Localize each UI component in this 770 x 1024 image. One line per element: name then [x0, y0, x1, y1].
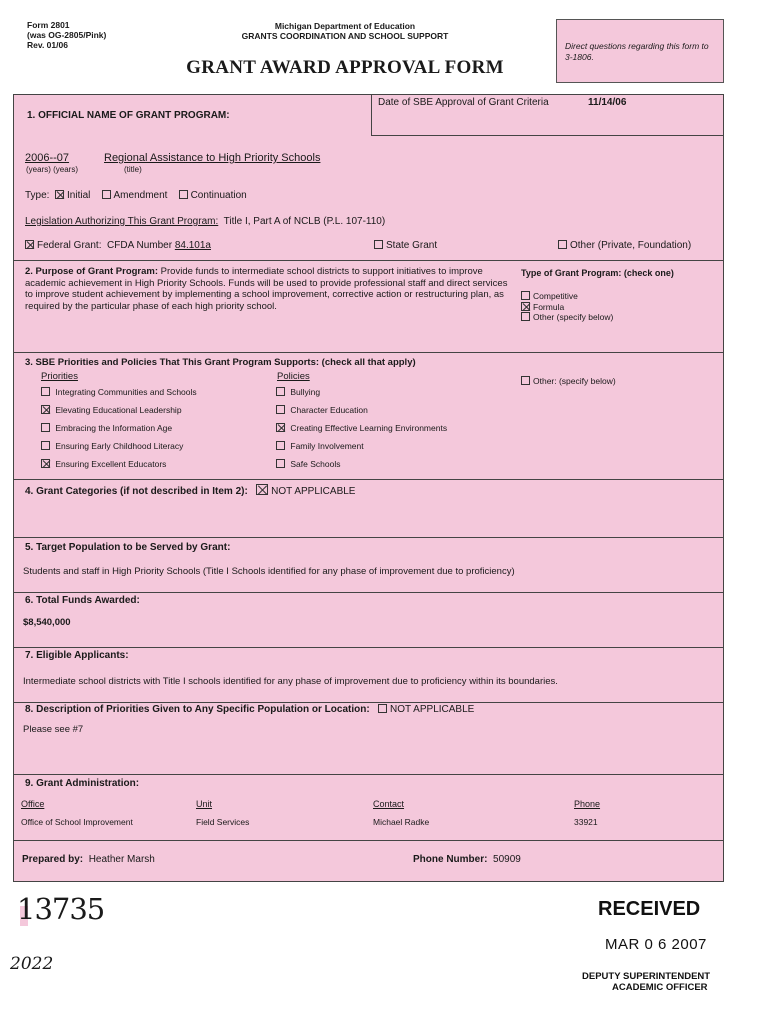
priority-checkbox[interactable] — [41, 423, 50, 432]
section-7-label: 7. Eligible Applicants: — [25, 650, 129, 661]
federal-grant-label: Federal Grant: — [37, 240, 102, 251]
handwritten-number: 13735 — [17, 892, 105, 926]
section-1 — [14, 95, 723, 261]
direct-questions-box — [556, 19, 724, 83]
policy-checkbox[interactable] — [276, 423, 285, 432]
s3-other-checkbox[interactable] — [521, 376, 530, 385]
type-label: Type: — [25, 190, 50, 201]
priority-checkbox[interactable] — [41, 405, 50, 414]
other-grant-option — [558, 240, 691, 251]
other-grant-checkbox[interactable] — [558, 240, 567, 249]
priority-item — [41, 423, 172, 433]
priorities-header: Priorities — [41, 371, 78, 382]
section-9-label: 9. Grant Administration: — [25, 778, 140, 789]
section-5-label: 5. Target Population to be Served by Grant: — [25, 542, 231, 553]
office-header: Office — [21, 799, 45, 809]
type-row — [25, 190, 247, 201]
section-5 — [14, 538, 723, 593]
s8-na-label: NOT APPLICABLE — [390, 704, 475, 715]
type-initial-label: Initial — [67, 190, 91, 201]
priority-label: Elevating Educational Leadership — [55, 405, 182, 415]
unit-value: Field Services — [196, 817, 250, 827]
section-8-row — [25, 704, 474, 715]
competitive-checkbox[interactable] — [521, 291, 530, 300]
section-8-label: 8. Description of Priorities Given to Any Specific Population or Location: — [25, 704, 370, 715]
section-6-label: 6. Total Funds Awarded: — [25, 595, 140, 606]
target-population-value: Students and staff in High Priority Schools (Title I Schools identified for any phase of improvement due to proficiency) — [23, 566, 515, 577]
purpose-rest: initiatives to improve academic achievement in High Priority Schools. Funds will be used to provide professional staff and direct services to improve student achievement by implementing a school improvement, corrective action or restructuring plan, as required by the particular phase of each high priority school. — [25, 266, 508, 312]
grant-categories-value: NOT APPLICABLE — [271, 486, 356, 497]
prepared-by-row — [14, 841, 723, 881]
received-stamp-line1: DEPUTY SUPERINTENDENT — [582, 971, 711, 982]
prepared-by-name: Heather Marsh — [88, 854, 155, 865]
priority-checkbox[interactable] — [41, 387, 50, 396]
office-name: GRANTS COORDINATION AND SCHOOL SUPPORT — [241, 31, 449, 41]
priority-item — [41, 459, 166, 469]
policy-item — [276, 459, 340, 469]
policy-checkbox[interactable] — [276, 405, 285, 414]
type-amendment-label: Amendment — [113, 190, 168, 201]
phone-header: Phone — [574, 799, 601, 809]
formula-label: Formula — [533, 301, 565, 312]
purpose-text — [25, 266, 510, 312]
other-type-label: Other (specify below) — [533, 312, 614, 322]
grant-type-options — [521, 291, 613, 323]
program-title: Regional Assistance to High Priority Schools — [104, 152, 321, 164]
state-grant-label: State Grant — [386, 240, 438, 251]
priority-checkbox[interactable] — [41, 459, 50, 468]
program-years: 2006--07 — [25, 152, 70, 164]
s8-na-checkbox[interactable] — [378, 704, 387, 713]
priority-label: Integrating Communities and Schools — [55, 387, 197, 397]
priority-label: Embracing the Information Age — [55, 423, 173, 433]
federal-grant-row — [25, 240, 211, 251]
prepared-phone — [413, 854, 521, 865]
policy-label: Bullying — [290, 387, 321, 397]
form-rev: Rev. 01/06 — [27, 40, 68, 50]
federal-grant-checkbox[interactable] — [25, 240, 34, 249]
office-value: Office of School Improvement — [21, 817, 133, 827]
state-grant-option — [374, 240, 437, 251]
prepared-by — [22, 854, 155, 865]
policy-checkbox[interactable] — [276, 459, 285, 468]
years-caption: (years) (years) — [26, 165, 79, 174]
competitive-label: Competitive — [533, 291, 578, 301]
section-4-label: 4. Grant Categories (if not described in Item 2): — [25, 486, 248, 497]
section-3 — [14, 353, 723, 480]
type-continuation-label: Continuation — [190, 190, 247, 201]
phone-value: 33921 — [574, 817, 598, 827]
received-stamp-line2: ACADEMIC OFFICER — [612, 982, 708, 993]
sbe-date-box — [371, 95, 724, 136]
cfda-number: 84.101a — [174, 240, 211, 251]
legislation-value: Title I, Part A of NCLB (P.L. 107-110) — [223, 216, 386, 227]
unit-header: Unit — [196, 799, 213, 809]
section-4 — [14, 480, 723, 538]
policy-label: Family Involvement — [290, 441, 364, 451]
form-title: GRANT AWARD APPROVAL FORM — [186, 57, 504, 78]
direct-questions-text: Direct questions regarding this form to 3-1806. — [565, 41, 709, 62]
priority-item — [41, 405, 182, 415]
policy-label: Safe Schools — [290, 459, 341, 469]
priority-checkbox[interactable] — [41, 441, 50, 450]
agency-block — [200, 21, 490, 41]
policy-label: Character Education — [290, 405, 368, 415]
priority-item — [41, 441, 183, 451]
department-name: Michigan Department of Education — [274, 21, 416, 31]
section-2-label: 2. Purpose of Grant Program: — [25, 266, 159, 277]
section-2 — [14, 261, 723, 353]
section-7 — [14, 648, 723, 703]
type-initial-checkbox[interactable] — [55, 190, 64, 199]
state-grant-checkbox[interactable] — [374, 240, 383, 249]
prepared-by-label: Prepared by: — [22, 854, 84, 865]
s3-other-label: Other: (specify below) — [533, 376, 616, 386]
s3-other-option — [521, 376, 616, 386]
section-3-label: 3. SBE Priorities and Policies That This Grant Program Supports: (check all that apply) — [25, 357, 416, 368]
received-stamp-date: MAR 0 6 2007 — [605, 936, 707, 953]
sbe-date-value: 11/14/06 — [588, 97, 627, 108]
sbe-date-label: Date of SBE Approval of Grant Criteria — [378, 97, 549, 108]
policy-item — [276, 441, 364, 451]
priority-label: Ensuring Early Childhood Literacy — [55, 441, 184, 451]
legislation-row — [25, 216, 385, 227]
cfda-label: CFDA Number — [107, 240, 173, 251]
policy-item — [276, 405, 368, 415]
grant-type-label: Type of Grant Program: (check one) — [521, 268, 674, 278]
type-amendment-checkbox[interactable] — [102, 190, 111, 199]
section-6 — [14, 593, 723, 648]
formula-checkbox[interactable] — [521, 302, 530, 311]
form-was: (was OG-2805/Pink) — [27, 30, 107, 40]
section-9 — [14, 775, 723, 841]
contact-value: Michael Radke — [373, 817, 430, 827]
policy-checkbox[interactable] — [276, 441, 285, 450]
type-continuation-checkbox[interactable] — [179, 190, 188, 199]
eligible-applicants-value: Intermediate school districts with Title I schools identified for any phase of improvement due to proficiency within its boundaries. — [23, 676, 558, 687]
handwritten-year: 2022 — [10, 954, 54, 974]
priority-item — [41, 387, 197, 397]
title-caption: (title) — [124, 165, 142, 174]
prepared-phone-label: Phone Number: — [413, 854, 488, 865]
received-stamp-title: RECEIVED — [598, 898, 701, 920]
grant-categories-na-checkbox[interactable] — [256, 484, 268, 495]
policy-checkbox[interactable] — [276, 387, 285, 396]
other-type-checkbox[interactable] — [521, 312, 530, 321]
form-number: Form 2801 — [27, 20, 70, 30]
section-4-row — [25, 484, 355, 497]
legislation-label: Legislation Authorizing This Grant Program: — [25, 216, 219, 227]
other-grant-label: Other (Private, Foundation) — [570, 240, 692, 251]
policy-item — [276, 387, 320, 397]
prepared-phone-value: 50909 — [493, 854, 521, 865]
total-funds-value: $8,540,000 — [23, 617, 71, 628]
policy-label: Creating Effective Learning Environments — [290, 423, 448, 433]
priority-label: Ensuring Excellent Educators — [55, 459, 167, 469]
section-1-label: 1. OFFICIAL NAME OF GRANT PROGRAM: — [27, 110, 230, 121]
grant-form — [13, 94, 724, 882]
s8-value: Please see #7 — [23, 724, 84, 735]
policy-item — [276, 423, 447, 433]
contact-header: Contact — [373, 799, 405, 809]
form-id-block — [27, 20, 106, 50]
purpose-first: Provide funds to intermediate school districts to support — [160, 266, 395, 277]
section-8 — [14, 703, 723, 775]
policies-header: Policies — [277, 371, 310, 382]
